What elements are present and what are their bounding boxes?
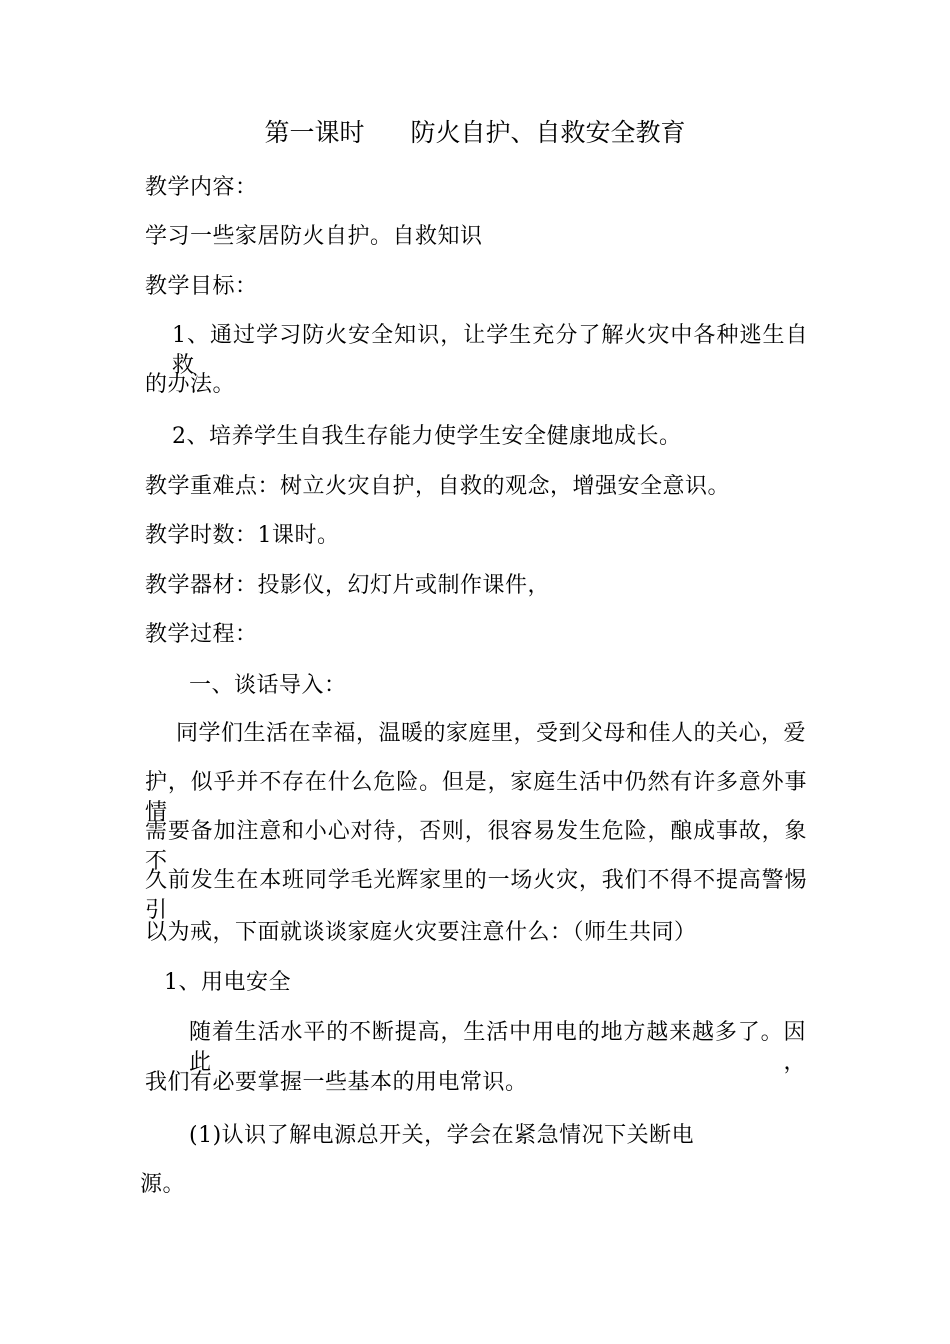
goal2: 2、培养学生自我生存能力使学生安全健康地成长。	[172, 424, 682, 449]
goal1-line1: 1、通过学习防火安全知识，让学生充分了解火灾中各种逃生自救	[172, 323, 808, 378]
sub1-line2: 源。	[140, 1172, 186, 1197]
content-text: 学习一些家居防火自护。自救知识	[145, 224, 483, 249]
para2-line2: 我们有必要掌握一些基本的用电常识。	[145, 1070, 528, 1095]
goal1-line2: 的办法。	[145, 372, 236, 397]
title-topic: 防火自护、自救安全教育	[410, 118, 686, 147]
goals-label: 教学目标：	[145, 274, 258, 299]
key-points: 教学重难点：树立火灾自护，自救的观念，增强安全意识。	[145, 474, 731, 499]
para1-line4: 久前发生在本班同学毛光辉家里的一场火灾，我们不得不提高警惕引	[145, 868, 807, 923]
page-title	[0, 116, 950, 150]
para2-line1: 随着生活水平的不断提高，生活中用电的地方越来越多了。因此，	[189, 1020, 806, 1075]
item1-heading: 1、用电安全	[164, 970, 291, 995]
para1-line3: 需要备加注意和小心对待，否则，很容易发生危险，酿成事故，象不	[145, 819, 807, 874]
teaching-equipment: 教学器材：投影仪，幻灯片或制作课件，	[145, 573, 551, 598]
teaching-hours: 教学时数：1课时。	[145, 523, 340, 548]
para1-line5: 以为戒，下面就谈谈家庭火灾要注意什么：（师生共同）	[145, 920, 697, 945]
sub1-line1: (1)认识了解电源总开关，学会在紧急情况下关断电	[189, 1123, 695, 1148]
content-label: 教学内容：	[145, 175, 258, 200]
para1-line1: 同学们生活在幸福，温暖的家庭里，受到父母和佳人的关心，爱	[176, 721, 807, 746]
process-label: 教学过程：	[145, 622, 258, 647]
title-lesson: 第一课时	[264, 118, 365, 147]
section1-heading: 一、谈话导入：	[189, 673, 347, 698]
para1-line2: 护，似乎并不存在什么危险。但是，家庭生活中仍然有许多意外事情	[145, 770, 807, 825]
